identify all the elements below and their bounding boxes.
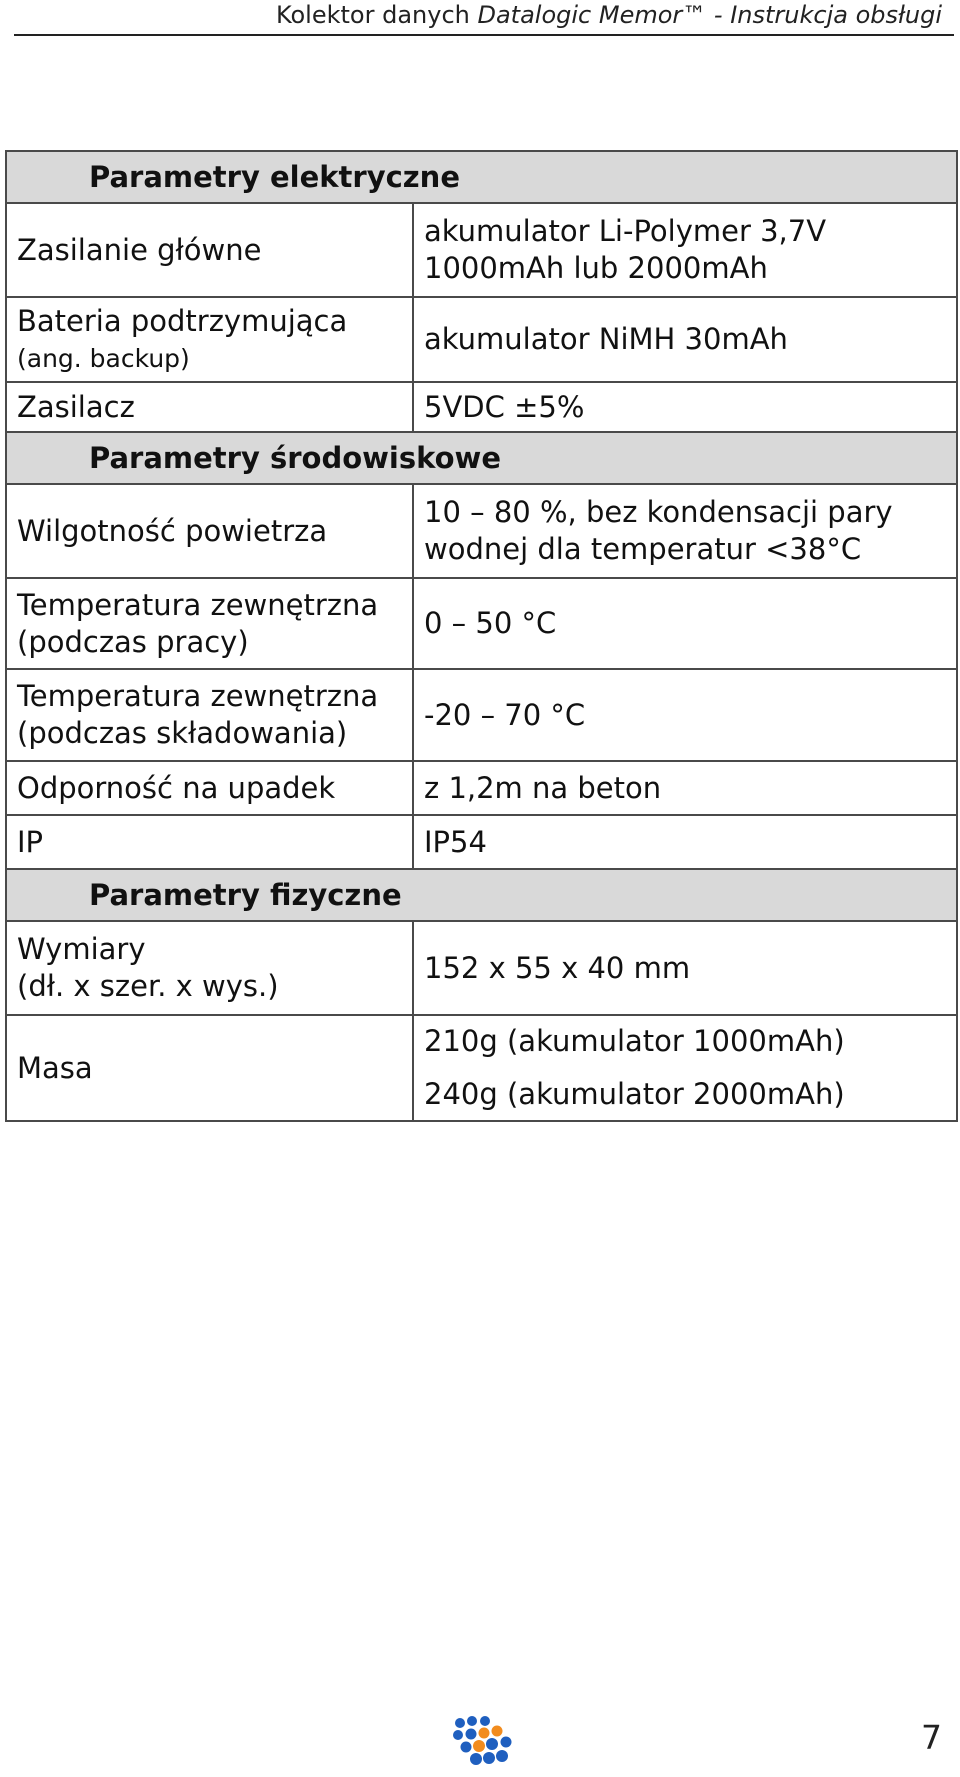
row-value: 152 x 55 x 40 mm — [413, 921, 957, 1015]
label-line: (dł. x szer. x wys.) — [17, 969, 279, 1003]
header-product: Datalogic Memor™ - Instrukcja obsługi — [477, 1, 942, 29]
table-row — [6, 815, 957, 869]
section-electrical — [6, 151, 957, 203]
section-physical — [6, 869, 957, 921]
row-value: 0 – 50 °C — [413, 578, 957, 669]
row-value: IP54 — [413, 815, 957, 869]
value-line: 240g (akumulator 2000mAh) — [424, 1077, 845, 1111]
value-line: akumulator Li-Polymer 3,7V — [424, 214, 827, 248]
row-label: Zasilacz — [6, 382, 413, 432]
row-value — [413, 203, 957, 297]
header-prefix: Kolektor danych — [275, 1, 478, 29]
row-value: z 1,2m na beton — [413, 761, 957, 815]
label-line: (podczas pracy) — [17, 624, 249, 659]
label-line: Temperatura zewnętrzna — [17, 587, 379, 622]
section-title: Parametry fizyczne — [6, 869, 957, 921]
table-row — [6, 761, 957, 815]
table-row — [6, 1015, 957, 1121]
table-row — [6, 297, 957, 382]
value-line: wodnej dla temperatur <38°C — [424, 532, 862, 566]
row-value: -20 – 70 °C — [413, 669, 957, 761]
page-number: 7 — [921, 1718, 942, 1757]
row-label — [6, 921, 413, 1015]
row-value: akumulator NiMH 30mAh — [413, 297, 957, 382]
label-subline: (ang. backup) — [17, 343, 190, 373]
row-label — [6, 669, 413, 761]
section-environmental — [6, 432, 957, 484]
table-row — [6, 203, 957, 297]
section-title: Parametry środowiskowe — [6, 432, 957, 484]
row-label — [6, 578, 413, 669]
row-label: Odporność na upadek — [6, 761, 413, 815]
table-row — [6, 578, 957, 669]
label-line: Wymiary — [17, 932, 146, 966]
section-title: Parametry elektryczne — [6, 151, 957, 203]
value-line: 1000mAh lub 2000mAh — [424, 251, 768, 285]
row-label: Wilgotność powietrza — [6, 484, 413, 578]
table-row — [6, 382, 957, 432]
specification-table — [5, 150, 958, 1122]
label-line: (podczas składowania) — [17, 716, 348, 750]
logo-dots — [453, 1716, 512, 1765]
row-value — [413, 1015, 957, 1121]
row-label: IP — [6, 815, 413, 869]
label-line: Temperatura zewnętrzna — [17, 679, 379, 713]
label-line: Bateria podtrzymująca — [17, 303, 348, 338]
row-label — [6, 297, 413, 382]
row-value — [413, 484, 957, 578]
value-line: 210g (akumulator 1000mAh) — [424, 1024, 845, 1058]
row-label: Zasilanie główne — [6, 203, 413, 297]
row-value: 5VDC ±5% — [413, 382, 957, 432]
datalogic-logo-icon — [452, 1715, 516, 1769]
row-label: Masa — [6, 1015, 413, 1121]
page-header — [14, 0, 954, 36]
table-row — [6, 484, 957, 578]
table-row — [6, 921, 957, 1015]
table-row — [6, 669, 957, 761]
value-line: 10 – 80 %, bez kondensacji pary — [424, 495, 893, 529]
